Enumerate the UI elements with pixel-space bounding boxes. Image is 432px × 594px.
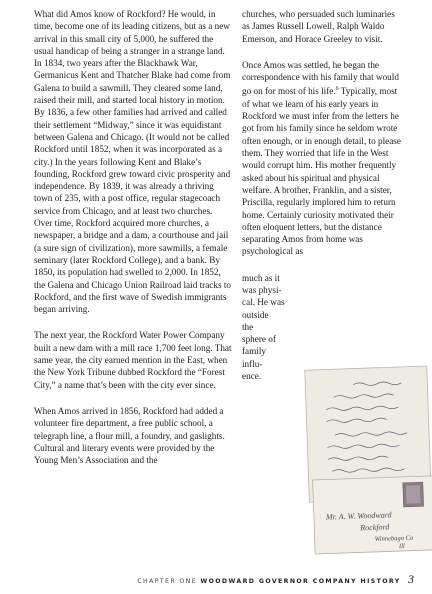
svg-text:Rockford: Rockford [360,522,390,533]
footer-title: WOODWARD GOVERNOR COMPANY HISTORY [200,578,401,585]
narrow-line: the [242,321,254,332]
paragraph-luminaries: churches, who persuaded such luminaries as James Russell Lowell, Ralph Waldo Emerson, and Horace Greeley to visit. [242,9,395,44]
svg-text:Winnebago Co: Winnebago Co [374,534,414,543]
narrow-line: ence. [242,371,262,382]
narrow-line: sphere of [242,334,276,345]
narrow-line: outside [242,309,269,320]
page-number: 3 [408,572,414,586]
handwritten-letter-image [303,364,432,558]
paragraph-correspondence [242,59,402,258]
narrow-line: influ- [242,358,263,369]
paragraph-water-power: The next year, the Rockford Water Power Company built a new dam with a mill race 1,700 feet long. That same year, the city earned mention in the East, when the New York Tribune dubbed Rockford the “Forest City,” a name that’s been with the city ever since. [34,330,232,390]
narrow-text-wrap [242,272,298,383]
narrow-line: family [242,346,266,357]
narrow-line: was physi- [242,285,282,295]
paragraph-rockford-history: What did Amos know of Rockford? He would, in time, become one of its leading citizens, but as a new arrival in this small city of 5,000, he suffered the usual handicap of being a stranger in a strange land. In 1834, two years after the Blackhawk War, Germanicus Kent and Thatcher Blake had come from Galena to build a sawmill. They cleared some land, raised their mill, and started local history in motion. By 1836, a few other families had arrived and called their settlement “Midway,” since it was equidistant between Galena and Chicago. (It would not be called Rockford until 1852, when it was incorporated as a city.) In the years following Kent and Blake’s founding, Rockford grew toward civic prosperity and independence. By 1839, it was already a thriving town of 235, with a post office, regular stagecoach service from Chicago, and at least two churches. Over time, Rockford acquired more churches, a newspaper, a bridge and a dam, a courthouse and jail (a sure sign of civilization), more sawmills, a female seminary (later Rockford College), and a bank. By 1850, its population had swelled to 2,000. In 1852, the Galena and Chicago Union Railroad laid tracks to Rockford, and the first wave of Swedish immigrants began arriving. [34,9,231,315]
narrow-line: much as it [242,272,280,283]
correspondence-text-b: Typically, most of what we learn of his early years in Rockford we must infer from the letters he got from his family since he seldom wrote often enough, or in enough detail, to please them. They worried that life in the West would corrupt him. His mother frequently asked about his spiritual and physical welfare. A brother, Franklin, and a sister, Priscilla, regularly implored him to return home. Certainly curiosity motivated their often eloquent letters, but the distance separating Amos from home was psychological as [242,86,401,257]
svg-text:Mr. A. W. Woodward: Mr. A. W. Woodward [325,510,392,522]
left-column [34,8,232,480]
page-footer [0,572,414,587]
footnote-marker: 6 [335,86,339,93]
footer-chapter: CHAPTER ONE [137,578,198,585]
paragraph-amos-arrival: When Amos arrived in 1856, Rockford had added a volunteer fire department, a free public school, a telegraph line, a flour mill, a foundry, and gaslights. Cultural and literary events were provided by the Young Men’s Association and the [34,405,225,466]
right-column [242,8,402,382]
narrow-line: cal. He was [242,297,285,308]
correspondence-text-a: Once Amos was settled, he began the correspondence with his family that would go on for most of his life. [242,59,399,97]
svg-text:Ill: Ill [398,542,405,551]
